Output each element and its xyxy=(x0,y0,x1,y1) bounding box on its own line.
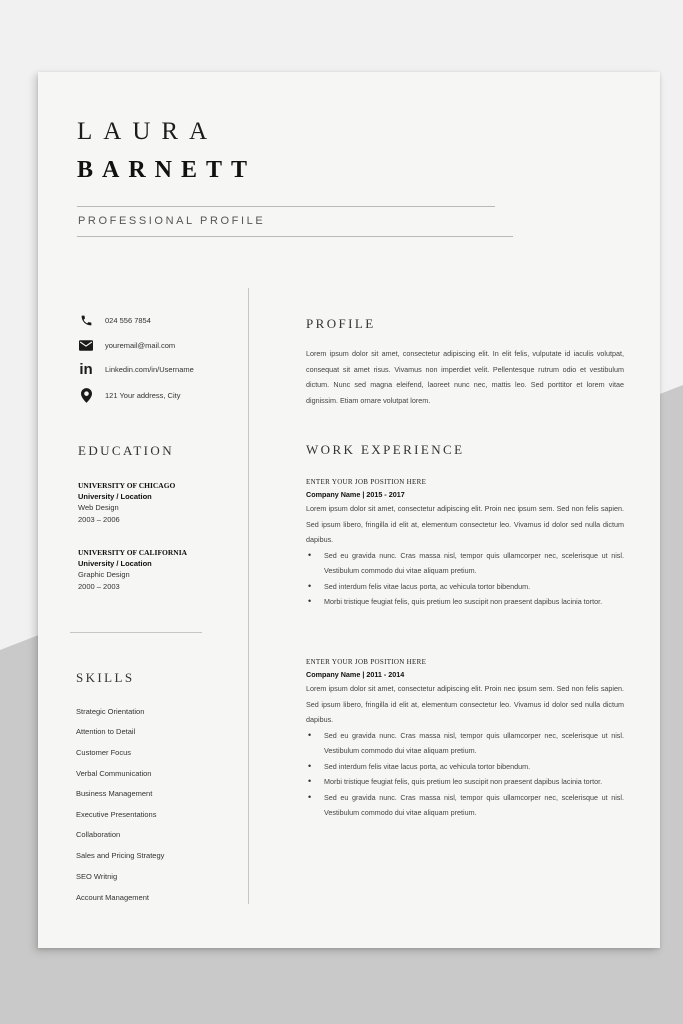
skill-item: Verbal Communication xyxy=(76,769,152,778)
profile-text: Lorem ipsum dolor sit amet, consectetur adipiscing elit. In elit felis, vulputate id iaculis volutpat, consequat sit amet risus. Vivamus non imperdiet velit. Pellentesque rutrum odio et vestibulum dictum. Nunc sed magna eleifend, laoreet nunc nec, mattis leo. Sed porttitor et lorem vitae dignissim. Etiam ornare volutpat lorem. xyxy=(306,349,624,405)
linkedin-icon: in xyxy=(79,360,93,378)
job-company: Company Name | 2015 - 2017 xyxy=(306,490,405,499)
first-name: LAURA xyxy=(77,118,219,145)
contact-phone xyxy=(78,312,151,328)
contact-address-text: 121 Your address, City xyxy=(105,390,181,400)
job-entry xyxy=(306,478,624,610)
education-item xyxy=(78,547,238,593)
job-company: Company Name | 2011 - 2014 xyxy=(306,670,405,679)
skill-item: Executive Presentations xyxy=(76,810,157,819)
job-position: ENTER YOUR JOB POSITION HERE xyxy=(306,658,427,666)
skill-item: Customer Focus xyxy=(76,748,132,757)
job-bullet: • Sed interdum felis vitae lacus porta, ac vehicula tortor bibendum. xyxy=(306,759,624,775)
email-icon xyxy=(78,337,94,353)
job-bullet: • Morbi tristique feugiat felis, quis pretium leo suscipit non praesent dapibus lacinia tortor. xyxy=(306,774,624,790)
header-divider-bottom xyxy=(77,236,513,237)
skills-heading: SKILLS xyxy=(76,670,135,685)
header-divider-top xyxy=(77,206,495,207)
education-role: University / Location xyxy=(78,492,152,501)
education-heading: EDUCATION xyxy=(78,443,174,458)
contact-email xyxy=(78,337,175,353)
education-field: Web Design xyxy=(78,503,119,512)
job-bullet: • Sed eu gravida nunc. Cras massa nisl, tempor quis ullamcorper nec, scelerisque ut nisl. Vestibulum commodo dui vitae aliquam pretium. xyxy=(306,548,624,579)
profile-heading: PROFILE xyxy=(306,316,376,331)
resume-page xyxy=(38,72,660,948)
job-summary: Lorem ipsum dolor sit amet, consectetur adipiscing elit. Proin nec ipsum sem. Sed non felis sapien. Sed ipsum libero, fringilla id elit at, elementum consectetur leo. Vivamus id dolor sed nulla dictum dapibus. xyxy=(306,684,624,724)
education-item xyxy=(78,480,238,526)
last-name: BARNETT xyxy=(77,157,257,183)
skill-item: Business Management xyxy=(76,789,153,798)
contact-email-text: youremail@mail.com xyxy=(105,340,176,350)
education-university: UNIVERSITY OF CHICAGO xyxy=(78,481,176,490)
skill-item: Strategic Orientation xyxy=(76,707,145,716)
contact-linkedin xyxy=(78,361,194,377)
work-heading: WORK EXPERIENCE xyxy=(306,442,465,457)
skill-item: Collaboration xyxy=(76,830,121,839)
contact-address xyxy=(78,387,180,403)
education-university: UNIVERSITY OF CALIFORNIA xyxy=(78,548,188,557)
job-position: ENTER YOUR JOB POSITION HERE xyxy=(306,478,427,486)
job-bullet: • Morbi tristique feugiat felis, quis pretium leo suscipit non praesent dapibus lacinia tortor. xyxy=(306,594,624,610)
phone-icon xyxy=(78,312,94,328)
job-summary: Lorem ipsum dolor sit amet, consectetur adipiscing elit. Proin nec ipsum sem. Sed non felis sapien. Sed ipsum libero, fringilla id elit at, elementum consectetur leo. Vivamus id dolor sed nulla dictum dapibus. xyxy=(306,504,624,544)
skill-item: Sales and Pricing Strategy xyxy=(76,851,165,860)
job-bullets xyxy=(306,728,624,821)
job-bullet: • Sed eu gravida nunc. Cras massa nisl, tempor quis ullamcorper nec, scelerisque ut nisl. Vestibulum commodo dui vitae aliquam pretium. xyxy=(306,728,624,759)
job-bullets xyxy=(306,548,624,610)
skill-item: Account Management xyxy=(76,893,149,902)
education-field: Graphic Design xyxy=(78,570,130,579)
education-role: University / Location xyxy=(78,559,152,568)
skill-item: Attention to Detail xyxy=(76,727,136,736)
education-years: 2003 – 2006 xyxy=(78,515,120,524)
column-divider xyxy=(248,288,249,904)
contact-linkedin-text: Linkedin.com/in/Username xyxy=(105,364,194,374)
education-years: 2000 – 2003 xyxy=(78,582,120,591)
job-entry xyxy=(306,658,624,821)
location-pin-icon xyxy=(78,387,94,403)
job-bullet: • Sed eu gravida nunc. Cras massa nisl, tempor quis ullamcorper nec, scelerisque ut nisl. Vestibulum commodo dui vitae aliquam pretium. xyxy=(306,790,624,821)
contact-phone-text: 024 556 7854 xyxy=(105,315,151,325)
education-divider xyxy=(70,632,202,633)
profile-subtitle: PROFESSIONAL PROFILE xyxy=(78,215,266,227)
job-bullet: • Sed interdum felis vitae lacus porta, ac vehicula tortor bibendum. xyxy=(306,579,624,595)
skill-item: SEO Writnig xyxy=(76,872,118,881)
